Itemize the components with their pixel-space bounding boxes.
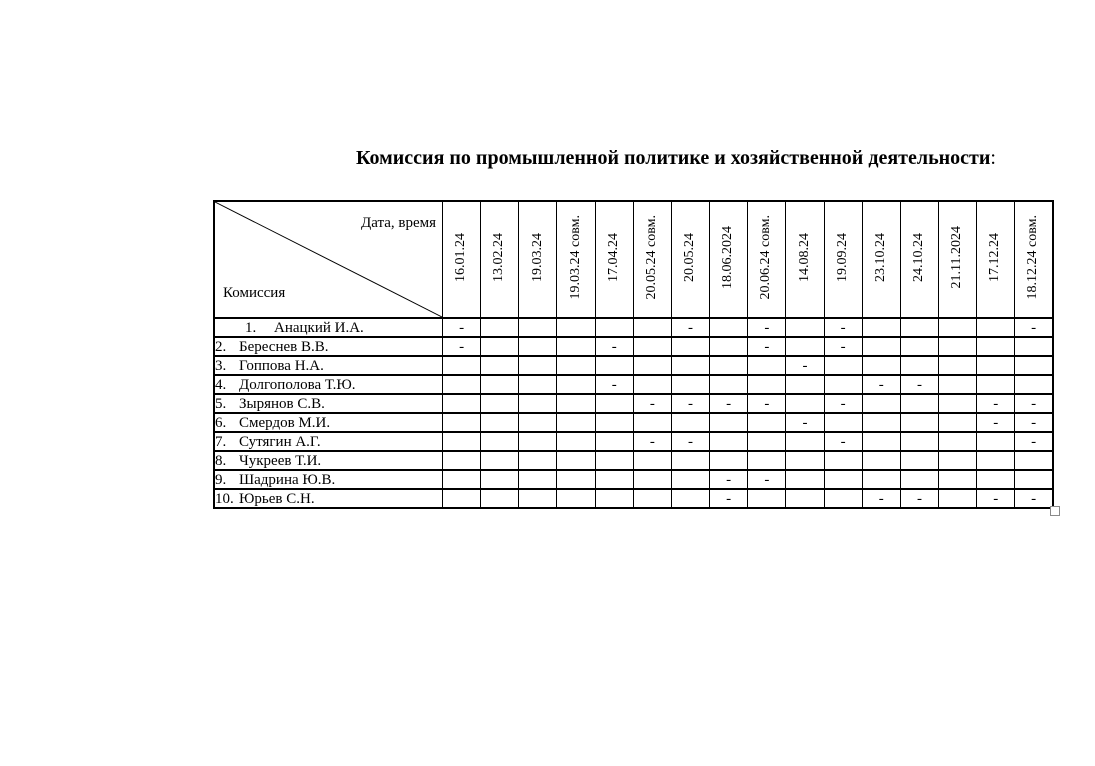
attendance-empty-cell (595, 413, 633, 432)
date-column-header (900, 201, 938, 318)
member-name: Сутягин А.Г. (239, 433, 321, 450)
attendance-empty-cell (900, 470, 938, 489)
member-name-cell (214, 356, 443, 375)
member-name: Долгополова Т.Ю. (239, 376, 356, 393)
attendance-empty-cell (786, 470, 824, 489)
attendance-empty-cell (862, 413, 900, 432)
date-column-label: 20.05.24 совм. (644, 214, 660, 300)
attendance-empty-cell (786, 337, 824, 356)
member-name: Юрьев С.Н. (239, 490, 315, 507)
member-name-cell (214, 451, 443, 470)
attendance-empty-cell (1015, 451, 1053, 470)
attendance-empty-cell (939, 451, 977, 470)
corner-cell (214, 201, 443, 318)
attendance-mark-cell: - (862, 375, 900, 394)
row-number: 8. (215, 452, 227, 469)
attendance-empty-cell (977, 356, 1015, 375)
date-column-header (1015, 201, 1053, 318)
attendance-empty-cell (748, 432, 786, 451)
attendance-mark-cell: - (862, 489, 900, 508)
member-name-cell (214, 432, 443, 451)
attendance-empty-cell (481, 470, 519, 489)
attendance-empty-cell (977, 337, 1015, 356)
attendance-empty-cell (595, 470, 633, 489)
attendance-empty-cell (557, 451, 595, 470)
attendance-empty-cell (557, 337, 595, 356)
attendance-mark-cell: - (748, 318, 786, 337)
attendance-mark-cell: - (748, 337, 786, 356)
attendance-empty-cell (557, 394, 595, 413)
attendance-empty-cell (633, 356, 671, 375)
attendance-empty-cell (481, 413, 519, 432)
attendance-empty-cell (595, 451, 633, 470)
attendance-empty-cell (900, 451, 938, 470)
document-title-colon: : (990, 147, 996, 169)
date-column-label: 17.04.24 (605, 232, 621, 282)
date-column-label: 21.11.2024 (949, 225, 965, 289)
attendance-empty-cell (633, 451, 671, 470)
attendance-empty-cell (671, 489, 709, 508)
attendance-empty-cell (900, 413, 938, 432)
attendance-empty-cell (786, 318, 824, 337)
attendance-empty-cell (481, 394, 519, 413)
document-title-text: Комиссия по промышленной политике и хозяйственной деятельности (356, 147, 991, 169)
date-column-header (671, 201, 709, 318)
attendance-empty-cell (786, 375, 824, 394)
attendance-empty-cell (671, 375, 709, 394)
attendance-empty-cell (939, 470, 977, 489)
attendance-empty-cell (1015, 356, 1053, 375)
attendance-empty-cell (481, 451, 519, 470)
date-column-label: 16.01.24 (453, 232, 469, 282)
table-header-row (214, 201, 1053, 318)
attendance-empty-cell (443, 451, 481, 470)
attendance-empty-cell (862, 394, 900, 413)
attendance-mark-cell: - (443, 318, 481, 337)
date-column-header (862, 201, 900, 318)
attendance-empty-cell (900, 318, 938, 337)
attendance-mark-cell: - (748, 470, 786, 489)
attendance-mark-cell: - (595, 375, 633, 394)
attendance-empty-cell (1015, 470, 1053, 489)
attendance-empty-cell (633, 489, 671, 508)
attendance-empty-cell (443, 394, 481, 413)
attendance-empty-cell (710, 356, 748, 375)
corner-label-commission: Комиссия (223, 285, 286, 301)
attendance-empty-cell (710, 432, 748, 451)
table-row (214, 489, 1053, 508)
date-column-header (557, 201, 595, 318)
attendance-empty-cell (862, 318, 900, 337)
attendance-empty-cell (633, 470, 671, 489)
attendance-empty-cell (671, 356, 709, 375)
attendance-empty-cell (557, 318, 595, 337)
attendance-empty-cell (595, 394, 633, 413)
attendance-empty-cell (939, 413, 977, 432)
date-column-label: 23.10.24 (872, 232, 888, 282)
date-column-label: 13.02.24 (491, 232, 507, 282)
attendance-empty-cell (595, 318, 633, 337)
table-row (214, 375, 1053, 394)
attendance-empty-cell (481, 318, 519, 337)
attendance-empty-cell (519, 394, 557, 413)
attendance-mark-cell: - (633, 432, 671, 451)
attendance-empty-cell (671, 451, 709, 470)
table-row (214, 394, 1053, 413)
attendance-empty-cell (519, 356, 557, 375)
date-column-header (595, 201, 633, 318)
date-column-label: 19.03.24 совм. (567, 214, 583, 300)
attendance-empty-cell (748, 451, 786, 470)
member-name-cell (214, 337, 443, 356)
attendance-empty-cell (939, 432, 977, 451)
row-number: 7. (215, 433, 227, 450)
member-name-cell (214, 413, 443, 432)
date-column-header (519, 201, 557, 318)
attendance-empty-cell (481, 432, 519, 451)
table-row (214, 356, 1053, 375)
attendance-mark-cell: - (1015, 318, 1053, 337)
member-name-cell (214, 394, 443, 413)
attendance-mark-cell: - (710, 489, 748, 508)
date-column-label: 18.12.24 совм. (1025, 214, 1041, 300)
attendance-empty-cell (862, 337, 900, 356)
member-name-cell (214, 318, 443, 337)
date-column-header (443, 201, 481, 318)
attendance-empty-cell (900, 356, 938, 375)
attendance-empty-cell (786, 432, 824, 451)
attendance-empty-cell (519, 489, 557, 508)
attendance-mark-cell: - (633, 394, 671, 413)
attendance-empty-cell (862, 451, 900, 470)
attendance-empty-cell (939, 337, 977, 356)
attendance-empty-cell (1015, 337, 1053, 356)
attendance-mark-cell: - (786, 356, 824, 375)
date-column-label: 14.08.24 (796, 232, 812, 282)
member-name-cell (214, 489, 443, 508)
attendance-empty-cell (519, 432, 557, 451)
attendance-empty-cell (748, 413, 786, 432)
attendance-mark-cell: - (824, 337, 862, 356)
attendance-empty-cell (595, 432, 633, 451)
attendance-empty-cell (900, 337, 938, 356)
attendance-empty-cell (481, 337, 519, 356)
attendance-mark-cell: - (824, 318, 862, 337)
attendance-empty-cell (824, 470, 862, 489)
attendance-empty-cell (557, 432, 595, 451)
table-row (214, 413, 1053, 432)
attendance-empty-cell (939, 356, 977, 375)
attendance-empty-cell (519, 375, 557, 394)
attendance-mark-cell: - (671, 318, 709, 337)
attendance-mark-cell: - (671, 394, 709, 413)
attendance-empty-cell (748, 489, 786, 508)
attendance-mark-cell: - (977, 394, 1015, 413)
member-name-cell (214, 375, 443, 394)
attendance-empty-cell (671, 337, 709, 356)
attendance-empty-cell (862, 432, 900, 451)
attendance-empty-cell (977, 451, 1015, 470)
attendance-empty-cell (824, 451, 862, 470)
attendance-empty-cell (1015, 375, 1053, 394)
attendance-empty-cell (519, 318, 557, 337)
attendance-empty-cell (557, 375, 595, 394)
attendance-empty-cell (443, 489, 481, 508)
member-name: Береснев В.В. (239, 338, 329, 355)
table-row (214, 432, 1053, 451)
attendance-mark-cell: - (595, 337, 633, 356)
table-row (214, 470, 1053, 489)
attendance-empty-cell (786, 489, 824, 508)
attendance-empty-cell (977, 318, 1015, 337)
table-resize-handle-icon[interactable] (1050, 506, 1060, 516)
row-number: 2. (215, 338, 227, 355)
attendance-empty-cell (710, 413, 748, 432)
table-row (214, 451, 1053, 470)
date-column-header (633, 201, 671, 318)
row-number: 6. (215, 414, 227, 431)
attendance-empty-cell (748, 356, 786, 375)
member-name: Смердов М.И. (239, 414, 331, 431)
attendance-mark-cell: - (1015, 432, 1053, 451)
attendance-empty-cell (443, 470, 481, 489)
attendance-empty-cell (710, 318, 748, 337)
attendance-mark-cell: - (786, 413, 824, 432)
attendance-empty-cell (786, 451, 824, 470)
attendance-mark-cell: - (671, 432, 709, 451)
date-column-header (939, 201, 977, 318)
attendance-empty-cell (519, 470, 557, 489)
attendance-mark-cell: - (900, 375, 938, 394)
attendance-mark-cell: - (824, 432, 862, 451)
attendance-empty-cell (443, 375, 481, 394)
attendance-empty-cell (481, 356, 519, 375)
attendance-empty-cell (900, 432, 938, 451)
document-title (0, 147, 1095, 169)
attendance-mark-cell: - (900, 489, 938, 508)
member-name: Гоппова Н.А. (239, 357, 324, 374)
attendance-mark-cell: - (443, 337, 481, 356)
attendance-empty-cell (443, 413, 481, 432)
attendance-empty-cell (786, 394, 824, 413)
date-column-label: 20.05.24 (682, 232, 698, 282)
date-column-header (748, 201, 786, 318)
attendance-mark-cell: - (977, 489, 1015, 508)
attendance-empty-cell (977, 375, 1015, 394)
row-number: 1. (245, 319, 257, 336)
attendance-empty-cell (710, 375, 748, 394)
attendance-empty-cell (824, 356, 862, 375)
row-number: 10. (215, 490, 234, 507)
attendance-empty-cell (595, 356, 633, 375)
attendance-empty-cell (671, 470, 709, 489)
row-number: 4. (215, 376, 227, 393)
attendance-empty-cell (824, 413, 862, 432)
attendance-empty-cell (557, 413, 595, 432)
attendance-table (213, 200, 1054, 509)
attendance-mark-cell: - (1015, 394, 1053, 413)
attendance-empty-cell (443, 356, 481, 375)
date-column-header (977, 201, 1015, 318)
table-row (214, 318, 1053, 337)
attendance-empty-cell (900, 394, 938, 413)
attendance-empty-cell (633, 337, 671, 356)
table-body (214, 318, 1053, 508)
attendance-empty-cell (862, 356, 900, 375)
date-column-header (481, 201, 519, 318)
member-name: Анацкий И.А. (274, 319, 364, 336)
attendance-empty-cell (710, 337, 748, 356)
attendance-empty-cell (633, 413, 671, 432)
attendance-empty-cell (519, 337, 557, 356)
attendance-empty-cell (939, 394, 977, 413)
attendance-empty-cell (557, 489, 595, 508)
attendance-empty-cell (633, 318, 671, 337)
attendance-mark-cell: - (748, 394, 786, 413)
date-column-label: 17.12.24 (987, 232, 1003, 282)
attendance-empty-cell (481, 375, 519, 394)
row-number: 9. (215, 471, 227, 488)
attendance-mark-cell: - (824, 394, 862, 413)
attendance-empty-cell (824, 489, 862, 508)
date-column-header (824, 201, 862, 318)
member-name: Шадрина Ю.В. (239, 471, 336, 488)
corner-label-date-time: Дата, время (360, 215, 436, 231)
attendance-empty-cell (633, 375, 671, 394)
date-column-header (710, 201, 748, 318)
attendance-empty-cell (519, 451, 557, 470)
date-column-label: 19.03.24 (529, 232, 545, 282)
row-number: 3. (215, 357, 227, 374)
attendance-mark-cell: - (1015, 489, 1053, 508)
attendance-empty-cell (710, 451, 748, 470)
date-column-header (786, 201, 824, 318)
member-name-cell (214, 470, 443, 489)
attendance-empty-cell (824, 375, 862, 394)
row-number: 5. (215, 395, 227, 412)
attendance-empty-cell (671, 413, 709, 432)
attendance-empty-cell (977, 432, 1015, 451)
attendance-empty-cell (519, 413, 557, 432)
attendance-empty-cell (481, 489, 519, 508)
member-name: Чукреев Т.И. (239, 452, 322, 469)
attendance-mark-cell: - (1015, 413, 1053, 432)
attendance-empty-cell (595, 489, 633, 508)
attendance-empty-cell (557, 356, 595, 375)
table-row (214, 337, 1053, 356)
attendance-empty-cell (862, 470, 900, 489)
attendance-mark-cell: - (710, 470, 748, 489)
attendance-empty-cell (939, 489, 977, 508)
member-name: Зырянов С.В. (239, 395, 325, 412)
attendance-empty-cell (977, 470, 1015, 489)
date-column-label: 18.06.2024 (720, 225, 736, 289)
attendance-empty-cell (557, 470, 595, 489)
date-column-label: 20.06.24 совм. (758, 214, 774, 300)
attendance-mark-cell: - (710, 394, 748, 413)
date-column-label: 19.09.24 (834, 232, 850, 282)
attendance-empty-cell (443, 432, 481, 451)
attendance-empty-cell (939, 375, 977, 394)
attendance-mark-cell: - (977, 413, 1015, 432)
attendance-empty-cell (748, 375, 786, 394)
date-column-label: 24.10.24 (911, 232, 927, 282)
attendance-empty-cell (939, 318, 977, 337)
